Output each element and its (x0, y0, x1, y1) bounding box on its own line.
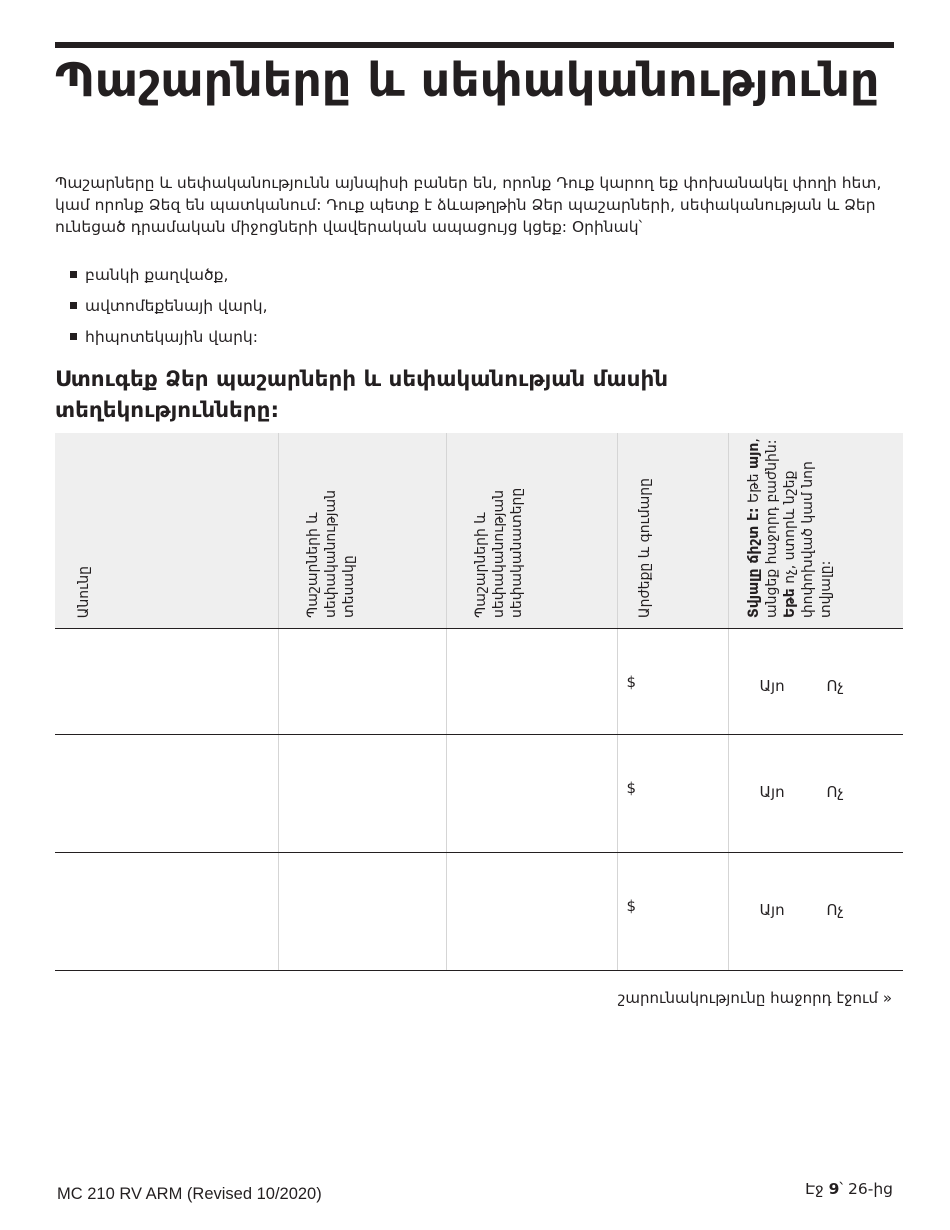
owner-cell[interactable] (446, 853, 617, 971)
name-cell[interactable] (55, 735, 278, 853)
list-item (55, 326, 268, 357)
header-owner (446, 433, 617, 629)
square-bullet-icon (70, 302, 77, 309)
name-cell[interactable] (55, 853, 278, 971)
header-location (278, 433, 446, 629)
page-number: Էջ 9՝ 26-ից (805, 1180, 893, 1198)
header-correct (728, 433, 903, 629)
header-name-label: Անունը (76, 565, 92, 618)
yes-option[interactable]: Այո (759, 677, 785, 695)
correct-cell (728, 853, 903, 971)
value-cell[interactable] (617, 735, 728, 853)
header-name (55, 433, 278, 629)
table-row (55, 735, 903, 853)
no-option[interactable]: Ոչ (826, 901, 844, 919)
type-cell[interactable] (278, 629, 446, 735)
list-item-label: բանկի քաղվածք, (85, 266, 229, 284)
table-header-row (55, 433, 903, 629)
continued-note: շարունակությունը հաջորդ էջում » (617, 989, 892, 1007)
owner-cell[interactable] (446, 629, 617, 735)
currency-symbol: $ (626, 673, 637, 691)
type-cell[interactable] (278, 853, 446, 971)
list-item (55, 295, 268, 326)
value-cell[interactable] (617, 853, 728, 971)
correct-cell (728, 735, 903, 853)
list-item (55, 264, 268, 295)
value-cell[interactable] (617, 629, 728, 735)
yes-option[interactable]: Այո (759, 783, 785, 801)
list-item-label: ավտոմեքենայի վարկ, (85, 297, 268, 315)
header-owner-label: Պաշարների և սեփականության սեփականատերը (472, 487, 525, 618)
section-heading: Ստուգեք Ձեր պաշարների և սեփականության մասին տեղեկությունները: (55, 367, 669, 423)
header-value (617, 433, 728, 629)
header-correct-label: Տվյալը ճիշտ է: Եթե այո, անցեք հաջորդ բաժնին: Եթե ոչ, ստորև նշեք փոփոխված կամ նոր տվյալը: (745, 438, 834, 618)
name-cell[interactable] (55, 629, 278, 735)
table-row (55, 629, 903, 735)
square-bullet-icon (70, 333, 77, 340)
form-id: MC 210 RV ARM (Revised 10/2020) (57, 1185, 322, 1203)
currency-symbol: $ (626, 897, 637, 915)
examples-list (55, 264, 268, 357)
header-value-label: Արժեքը և գումարը (636, 477, 653, 618)
yes-option[interactable]: Այո (759, 901, 785, 919)
assets-table (55, 433, 903, 971)
no-option[interactable]: Ոչ (826, 783, 844, 801)
correct-cell (728, 629, 903, 735)
no-option[interactable]: Ոչ (826, 677, 844, 695)
type-cell[interactable] (278, 735, 446, 853)
table-row (55, 853, 903, 971)
intro-paragraph: Պաշարները և սեփականությունն այնպիսի բաներ են, որոնք Դուք կարող եք փոխանակել փողի հետ, կամ որոնք Ձեզ են պատկանում: Դուք պետք է ձևաթղթին Ձեր պաշարների, սեփականության և Ձեր ունեցած դրամական միջոցների վավերական ապացույց կցեք: Օրինակ՝ (55, 174, 882, 236)
square-bullet-icon (70, 271, 77, 278)
list-item-label: հիպոտեկային վարկ: (85, 328, 258, 346)
owner-cell[interactable] (446, 735, 617, 853)
top-rule (55, 42, 894, 48)
page-title: Պաշարները և սեփականությունը (55, 53, 880, 107)
header-location-label: Պաշարների և սեփականության տեսակը (304, 489, 357, 618)
currency-symbol: $ (626, 779, 637, 797)
